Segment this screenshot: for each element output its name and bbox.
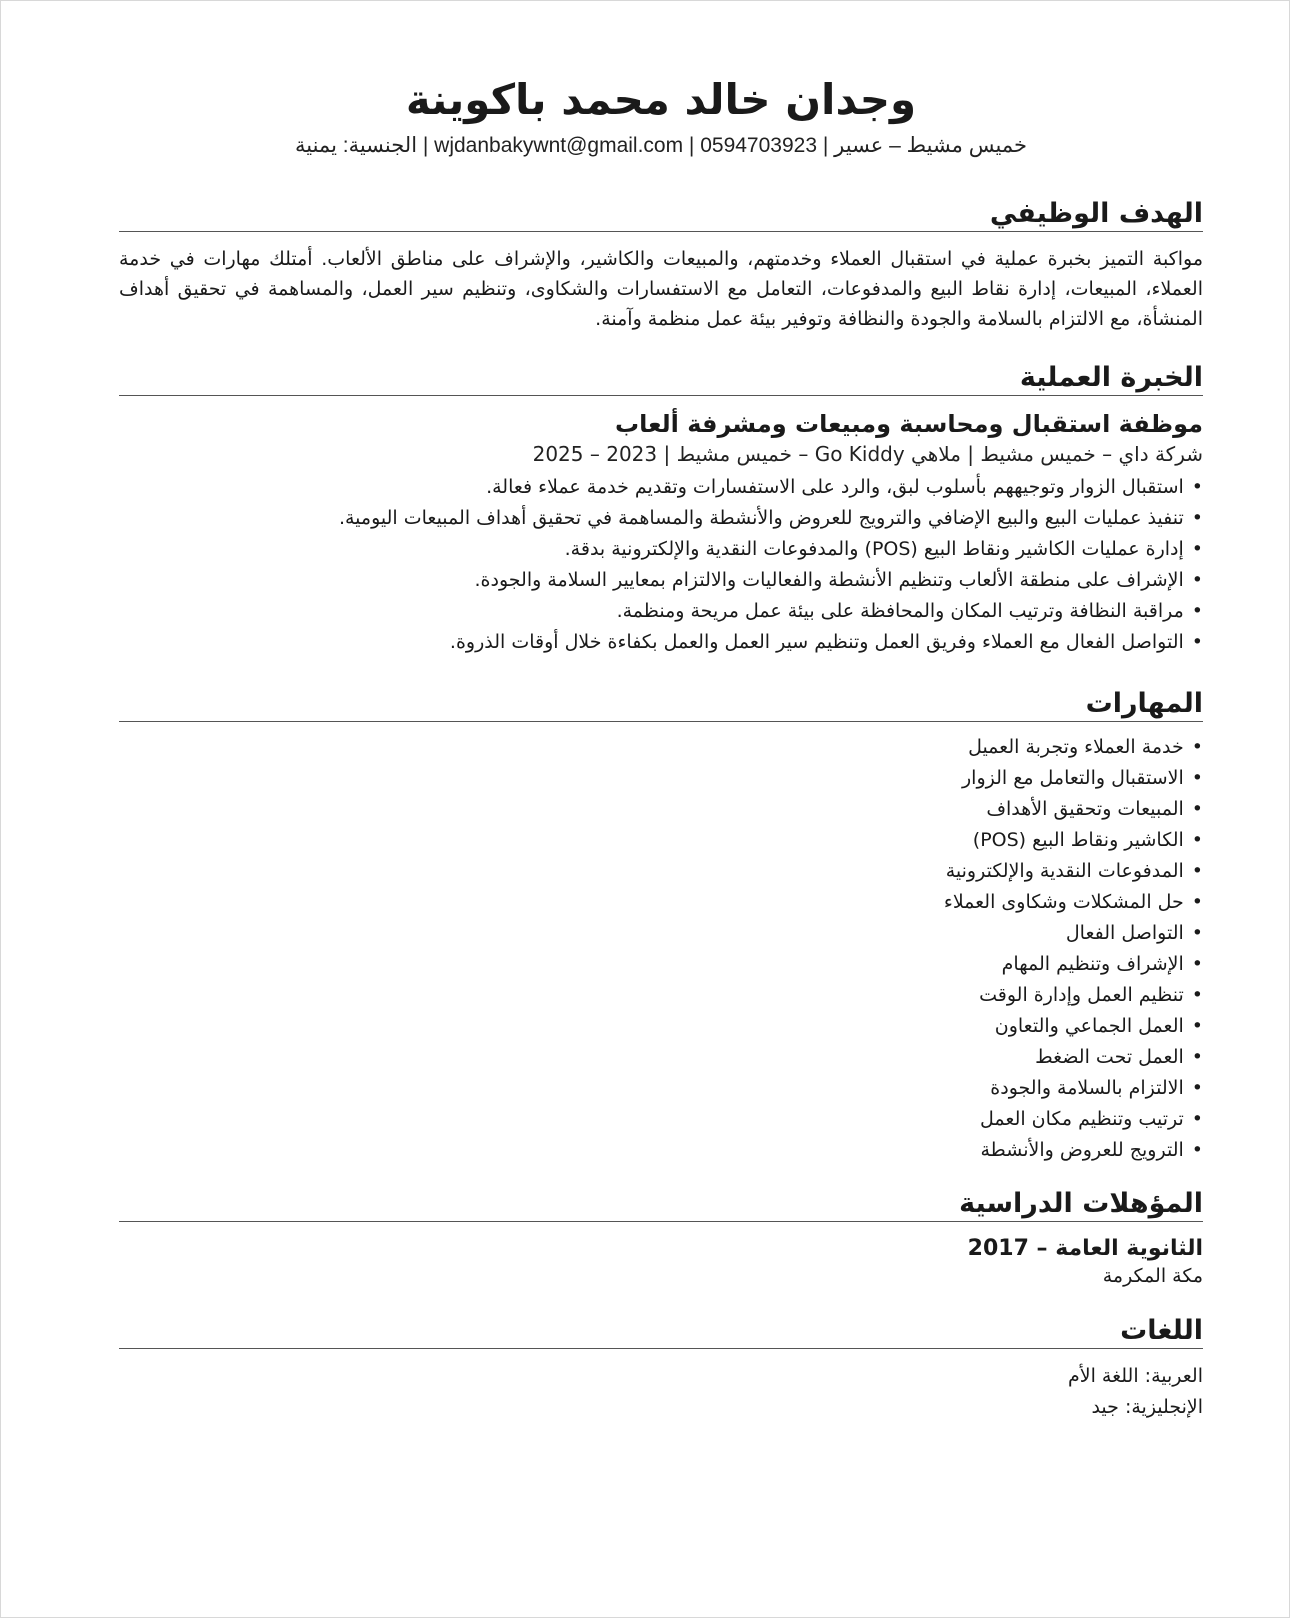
experience-bullets <box>119 472 1203 658</box>
list-item: • العمل تحت الضغط <box>119 1042 1203 1073</box>
list-item: • المدفوعات النقدية والإلكترونية <box>119 856 1203 887</box>
languages-heading: اللغات <box>119 1315 1203 1349</box>
education-heading: المؤهلات الدراسية <box>119 1188 1203 1222</box>
experience-heading: الخبرة العملية <box>119 362 1203 396</box>
contact-line <box>119 133 1203 158</box>
objective-text: مواكبة التميز بخبرة عملية في استقبال العملاء وخدمتهم، والمبيعات والكاشير، والإشراف على مناطق الألعاب. أمتلك مهارات في خدمة العملاء، المبيعات، إدارة نقاط البيع والمدفوعات، التعامل مع الاستفسارات والشكاوى، وتنظيم سير العمل، والمساهمة في تحقيق أهداف المنشأة، مع الالتزام بالسلامة والجودة والنظافة وتوفير بيئة عمل منظمة وآمنة. <box>119 248 1203 331</box>
skills-list <box>119 732 1203 1166</box>
separator: | <box>417 134 435 158</box>
list-item: • ترتيب وتنظيم مكان العمل <box>119 1104 1203 1135</box>
objective-section <box>119 198 1203 334</box>
nationality: الجنسية: يمنية <box>295 134 418 158</box>
list-item: • الإشراف وتنظيم المهام <box>119 949 1203 980</box>
list-item: • الترويج للعروض والأنشطة <box>119 1135 1203 1166</box>
list-item: • العمل الجماعي والتعاون <box>119 1011 1203 1042</box>
list-item: • استقبال الزوار وتوجيههم بأسلوب لبق، والرد على الاستفسارات وتقديم خدمة عملاء فعالة. <box>119 472 1203 503</box>
candidate-name: وجدان خالد محمد باكوينة <box>405 75 917 124</box>
job-title: موظفة استقبال ومحاسبة ومبيعات ومشرفة ألعاب <box>614 410 1203 439</box>
list-item: • تنفيذ عمليات البيع والبيع الإضافي والترويج للعروض والأنشطة والمساهمة في تحقيق أهداف المبيعات اليومية. <box>119 503 1203 534</box>
list-item: • الكاشير ونقاط البيع (POS) <box>119 825 1203 856</box>
job-meta: شركة داي – خميس مشيط | ملاهي Go Kiddy – خميس مشيط | 2023 – 2025 <box>532 442 1203 467</box>
list-item: • التواصل الفعال مع العملاء وفريق العمل وتنظيم سير العمل والعمل بكفاءة خلال أوقات الذروة. <box>119 627 1203 658</box>
list-item: • المبيعات وتحقيق الأهداف <box>119 794 1203 825</box>
experience-section <box>119 362 1203 658</box>
list-item: • حل المشكلات وشكاوى العملاء <box>119 887 1203 918</box>
list-item: • تنظيم العمل وإدارة الوقت <box>119 980 1203 1011</box>
resume-content <box>119 75 1203 1423</box>
degree-place: مكة المكرمة <box>1102 1265 1203 1288</box>
list-item: • إدارة عمليات الكاشير ونقاط البيع (POS) والمدفوعات النقدية والإلكترونية بدقة. <box>119 534 1203 565</box>
separator: | <box>683 134 701 158</box>
list-item: • الاستقبال والتعامل مع الزوار <box>119 763 1203 794</box>
email: wjdanbakywnt@gmail.com <box>434 134 684 158</box>
languages-section <box>119 1315 1203 1423</box>
separator: | <box>817 134 835 158</box>
degree-title: الثانوية العامة – 2017 <box>967 1236 1203 1262</box>
objective-heading: الهدف الوظيفي <box>119 198 1203 232</box>
list-item: • الالتزام بالسلامة والجودة <box>119 1073 1203 1104</box>
location: خميس مشيط – عسير <box>834 134 1027 158</box>
list-item: العربية: اللغة الأم <box>1068 1365 1203 1388</box>
list-item: • الإشراف على منطقة الألعاب وتنظيم الأنشطة والفعاليات والالتزام بمعايير السلامة والجودة. <box>119 565 1203 596</box>
phone: 0594703923 <box>700 134 818 158</box>
list-item: • خدمة العملاء وتجربة العميل <box>119 732 1203 763</box>
languages-list <box>119 1361 1203 1423</box>
education-section <box>119 1188 1203 1287</box>
skills-section <box>119 688 1203 1166</box>
skills-heading: المهارات <box>119 688 1203 722</box>
list-item: • مراقبة النظافة وترتيب المكان والمحافظة على بيئة عمل مريحة ومنظمة. <box>119 596 1203 627</box>
list-item: الإنجليزية: جيد <box>1091 1396 1203 1419</box>
list-item: • التواصل الفعال <box>119 918 1203 949</box>
